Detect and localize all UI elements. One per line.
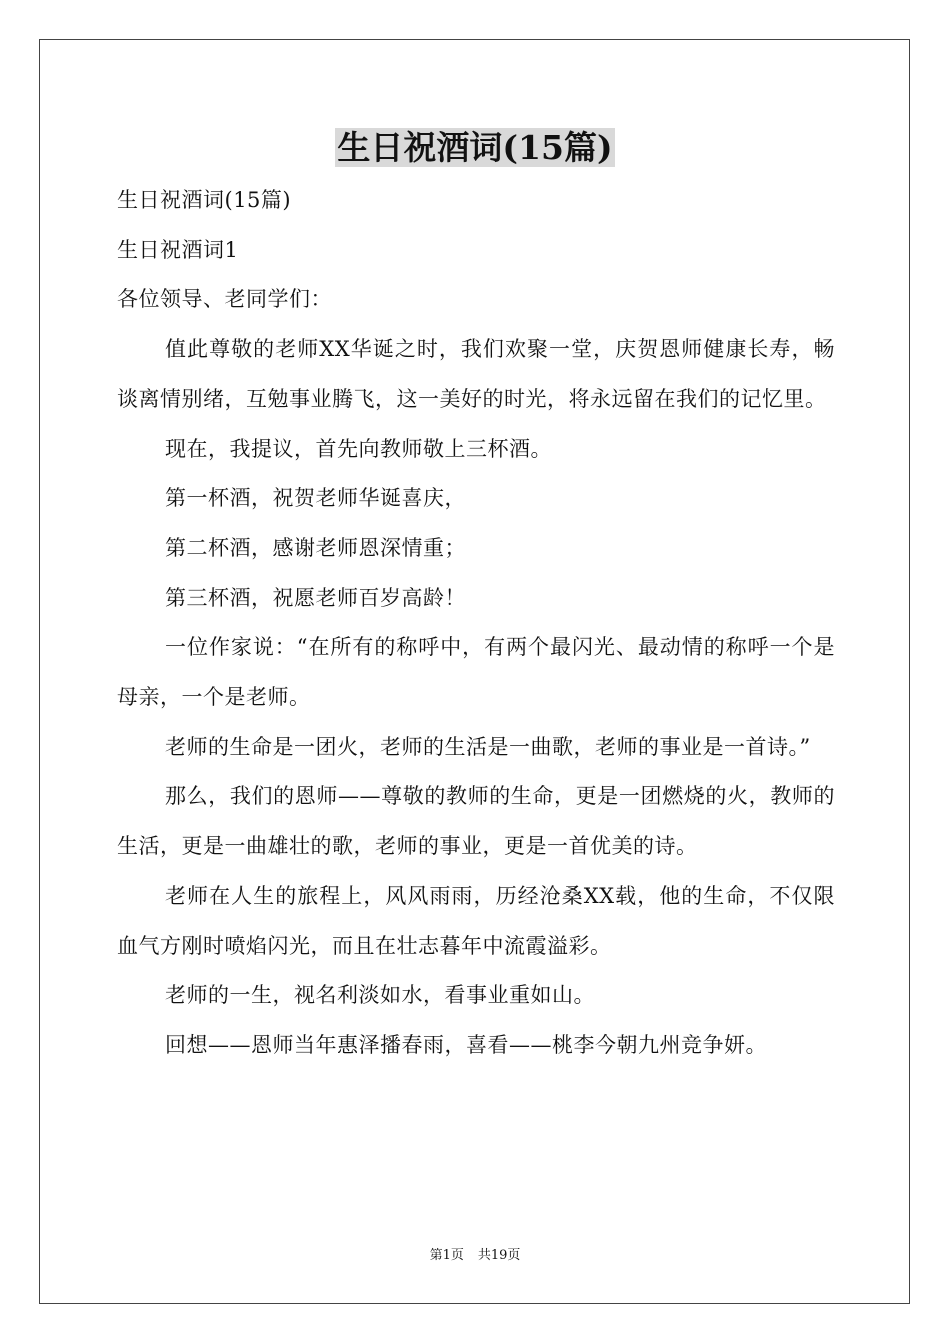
page-footer xyxy=(0,1246,950,1266)
paragraph: 老师的一生，视名利淡如水，看事业重如山。 xyxy=(165,983,595,1008)
paragraph: 第二杯酒，感谢老师恩深情重； xyxy=(165,535,466,560)
paragraph: 现在，我提议，首先向教师敬上三杯酒。 xyxy=(165,436,552,461)
paragraph: 那么，我们的恩师——尊敬的教师的生命，更是一团燃烧的火，教师的生活，更是一曲雄壮的歌，老师的事业，更是一首优美的诗。 xyxy=(117,784,835,859)
paragraph: 各位领导、老同学们： xyxy=(117,287,332,312)
page-total: 共19页 xyxy=(477,1248,521,1263)
paragraph: 老师在人生的旅程上，风风雨雨，历经沧桑XX载，他的生命，不仅限血气方刚时喷焰闪光，而且在壮志暮年中流霞溢彩。 xyxy=(117,883,835,958)
paragraph: 第三杯酒，祝愿老师百岁高龄！ xyxy=(165,585,466,610)
paragraph: 老师的生命是一团火，老师的生活是一曲歌，老师的事业是一首诗。” xyxy=(165,734,811,759)
paragraph: 回想——恩师当年惠泽播春雨，喜看——桃李今朝九州竞争妍。 xyxy=(165,1032,767,1057)
document-body xyxy=(117,176,835,1071)
paragraph: 第一杯酒，祝贺老师华诞喜庆， xyxy=(165,486,466,511)
paragraph: 生日祝酒词1 xyxy=(117,237,239,262)
paragraph: 值此尊敬的老师XX华诞之时，我们欢聚一堂，庆贺恩师健康长寿，畅谈离情别绪，互勉事业腾飞，这一美好的时光，将永远留在我们的记忆里。 xyxy=(117,337,835,411)
paragraph: 生日祝酒词(15篇) xyxy=(117,188,292,212)
paragraph: 一位作家说：“在所有的称呼中，有两个最闪光、最动情的称呼一个是母亲，一个是老师。 xyxy=(117,635,835,710)
document-title xyxy=(0,124,950,172)
page-number: 第1页 xyxy=(429,1248,464,1263)
document-title-text: 生日祝酒词(15篇) xyxy=(337,128,613,167)
